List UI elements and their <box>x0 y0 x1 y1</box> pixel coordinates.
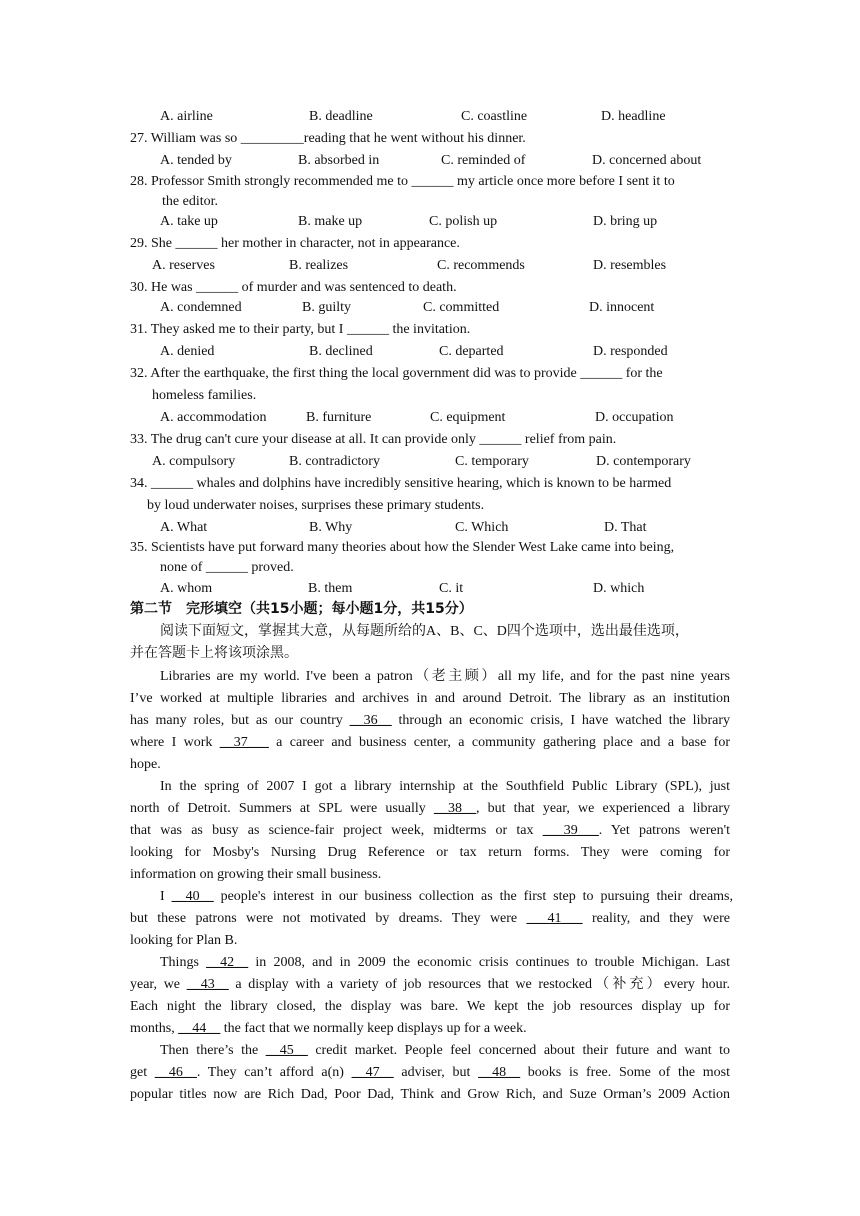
q31-option-c: C. departed <box>439 344 504 359</box>
passage-text: people's interest in our business collection as the first step to pursuing their dreams, <box>213 889 733 904</box>
blank-36: __36__ <box>349 713 392 728</box>
blank-44: __44__ <box>178 1021 221 1036</box>
q28-option-b: B. make up <box>298 214 363 229</box>
q28-stem-line1: 28. Professor Smith strongly recommended me to ______ my article once more before I sent it to <box>130 174 675 189</box>
q30-option-a: A. condemned <box>160 300 242 315</box>
passage-text: a career and business center, a community gathering place and a base for <box>268 735 731 750</box>
passage-text: reality, and they were <box>582 911 730 926</box>
passage-p4-line3: Each night the library closed, the display was bare. We kept the job resources display up for <box>130 999 730 1014</box>
passage-text: that was as busy as science-fair project week, midterms or tax <box>130 823 543 838</box>
passage-text: get <box>130 1065 155 1080</box>
q32-option-a: A. accommodation <box>160 410 267 425</box>
section-2-instruction-line2: 并在答题卡上将该项涂黑。 <box>130 646 298 661</box>
passage-p3-line3: looking for Plan B. <box>130 933 238 948</box>
q33-option-c: C. temporary <box>455 454 529 469</box>
q30-option-d: D. innocent <box>589 300 655 315</box>
q35-option-b: B. them <box>308 581 353 596</box>
q27-option-c: C. reminded of <box>441 153 526 168</box>
passage-p1-line3 <box>130 712 730 730</box>
passage-p5-line2 <box>130 1064 730 1082</box>
q34-option-a: A. What <box>160 520 208 535</box>
q30-option-b: B. guilty <box>302 300 352 315</box>
passage-p4-line2 <box>130 976 730 994</box>
blank-42: __42__ <box>206 955 249 970</box>
passage-text: credit market. People feel concerned about their future and want to <box>307 1043 731 1058</box>
q31-stem: 31. They asked me to their party, but I ______ the invitation. <box>130 322 471 337</box>
q35-option-c: C. it <box>439 581 464 596</box>
passage-p2-line3 <box>130 822 730 840</box>
blank-37: __37___ <box>219 735 269 750</box>
passage-text: through an economic crisis, I have watched the library <box>391 713 731 728</box>
passage-text: where I work <box>130 735 220 750</box>
q35-stem-line2: none of ______ proved. <box>160 560 294 575</box>
q29-option-d: D. resembles <box>593 258 667 273</box>
q28-option-c: C. polish up <box>429 214 498 229</box>
passage-p3-line1 <box>160 888 733 906</box>
q32-stem-line2: homeless families. <box>152 388 257 403</box>
q32-stem-line1: 32. After the earthquake, the first thing the local government did was to provide ______ for the <box>130 366 663 381</box>
blank-47: __47__ <box>351 1065 394 1080</box>
q35-option-a: A. whom <box>160 581 213 596</box>
q28-option-a: A. take up <box>160 214 218 229</box>
blank-38: __38__ <box>433 801 476 816</box>
q31-option-a: A. denied <box>160 344 215 359</box>
q28-stem-line2: the editor. <box>162 194 218 209</box>
passage-p4-line1 <box>160 954 730 972</box>
passage-text: adviser, but <box>393 1065 479 1080</box>
passage-text: , but that year, we experienced a library <box>475 801 731 816</box>
q31-option-b: B. declined <box>309 344 373 359</box>
passage-p4-line4 <box>130 1020 527 1038</box>
q29-option-b: B. realizes <box>289 258 349 273</box>
passage-text: I <box>160 889 172 904</box>
q29-option-a: A. reserves <box>152 258 215 273</box>
q29-stem: 29. She ______ her mother in character, not in appearance. <box>130 236 460 251</box>
q28-option-d: D. bring up <box>593 214 658 229</box>
blank-45: __45__ <box>265 1043 308 1058</box>
passage-p3-line2 <box>130 910 730 928</box>
passage-p2-line5: information on growing their small business. <box>130 867 382 882</box>
q34-option-d: D. That <box>604 520 647 535</box>
passage-text: north of Detroit. Summers at SPL were usually <box>130 801 434 816</box>
blank-39: ___39___ <box>542 823 599 838</box>
passage-p2-line4: looking for Mosby's Nursing Drug Reference or tax return forms. They were coming for <box>130 845 730 860</box>
blank-41: ___41___ <box>526 911 583 926</box>
q26-option-c: C. coastline <box>461 109 528 124</box>
passage-p1-line5: hope. <box>130 757 161 772</box>
blank-40: __40__ <box>171 889 214 904</box>
passage-text: the fact that we normally keep displays up for a week. <box>220 1021 527 1036</box>
q33-option-d: D. contemporary <box>596 454 691 469</box>
passage-text: in 2008, and in 2009 the economic crisis continues to trouble Michigan. Last <box>248 955 731 970</box>
q31-option-d: D. responded <box>593 344 668 359</box>
passage-p1-line4 <box>130 734 730 752</box>
passage-p1-line1: Libraries are my world. I've been a patron（老主顾）all my life, and for the past nine years <box>160 669 730 684</box>
q30-option-c: C. committed <box>423 300 500 315</box>
q32-option-c: C. equipment <box>430 410 506 425</box>
q34-option-b: B. Why <box>309 520 353 535</box>
q33-option-a: A. compulsory <box>152 454 236 469</box>
section-2-title: 第二节 完形填空（共15小题；每小题1分，共15分） <box>130 601 473 617</box>
passage-p5-line3: popular titles now are Rich Dad, Poor Dad, Think and Grow Rich, and Suze Orman’s 2009 Action <box>130 1087 730 1102</box>
q26-option-d: D. headline <box>601 109 666 124</box>
q34-stem-line1: 34. ______ whales and dolphins have incredibly sensitive hearing, which is known to be harmed <box>130 476 672 491</box>
passage-text: Then there’s the <box>160 1043 266 1058</box>
passage-text: Things <box>160 955 207 970</box>
passage-text: but these patrons were not motivated by dreams. They were <box>130 911 527 926</box>
q26-option-b: B. deadline <box>309 109 373 124</box>
passage-text: has many roles, but as our country <box>130 713 350 728</box>
passage-text: . They can’t afford a(n) <box>196 1065 352 1080</box>
passage-text: . Yet patrons weren't <box>598 823 730 838</box>
q32-option-d: D. occupation <box>595 410 674 425</box>
q34-option-c: C. Which <box>455 520 509 535</box>
passage-text: year, we <box>130 977 187 992</box>
q35-stem-line1: 35. Scientists have put forward many theories about how the Slender West Lake came into being, <box>130 540 675 555</box>
section-2-instruction-line1: 阅读下面短文，掌握其大意，从每题所给的A、B、C、D四个选项中，选出最佳选项， <box>160 624 689 639</box>
q27-stem: 27. William was so _________reading that he went without his dinner. <box>130 131 526 146</box>
blank-46: __46__ <box>154 1065 197 1080</box>
q33-option-b: B. contradictory <box>289 454 380 469</box>
passage-text: a display with a variety of job resources that we restocked（补充）every hour. <box>228 977 730 992</box>
q26-option-a: A. airline <box>160 109 213 124</box>
q35-option-d: D. which <box>593 581 645 596</box>
blank-43: __43__ <box>186 977 229 992</box>
q27-option-b: B. absorbed in <box>298 153 380 168</box>
q29-option-c: C. recommends <box>437 258 525 273</box>
q27-option-d: D. concerned about <box>592 153 702 168</box>
q27-option-a: A. tended by <box>160 153 232 168</box>
passage-p1-line2: I’ve worked at multiple libraries and archives in and around Detroit. The library as an institution <box>130 691 730 706</box>
q30-stem: 30. He was ______ of murder and was sentenced to death. <box>130 280 457 295</box>
passage-text: months, <box>130 1021 179 1036</box>
passage-p2-line2 <box>130 800 730 818</box>
passage-p2-line1: In the spring of 2007 I got a library internship at the Southfield Public Library (SPL), just <box>160 779 730 794</box>
blank-48: __48__ <box>478 1065 521 1080</box>
q32-option-b: B. furniture <box>306 410 372 425</box>
passage-p5-line1 <box>160 1042 730 1060</box>
q33-stem: 33. The drug can't cure your disease at all. It can provide only ______ relief from pain. <box>130 432 617 447</box>
q34-stem-line2: by loud underwater noises, surprises these primary students. <box>147 498 485 513</box>
passage-text: books is free. Some of the most <box>520 1065 731 1080</box>
